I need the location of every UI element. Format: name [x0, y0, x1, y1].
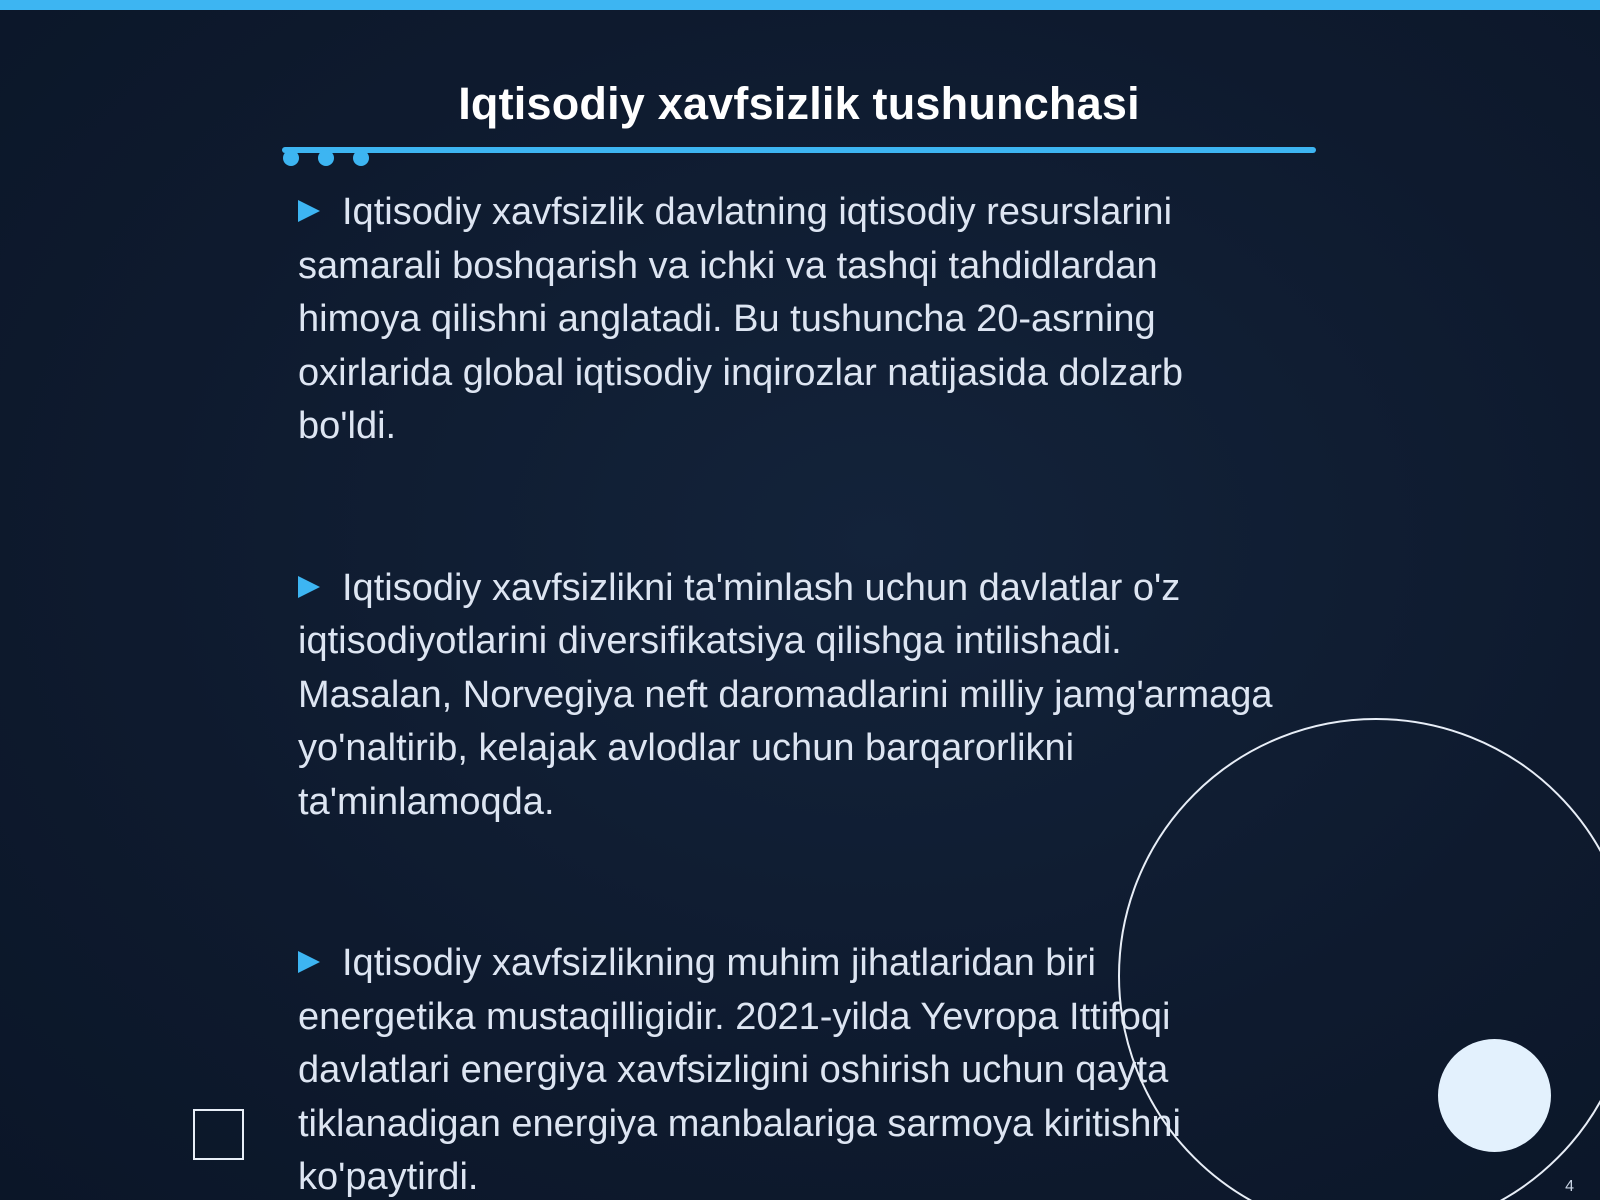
slide-title: Iqtisodiy xavfsizlik tushunchasi [458, 78, 1140, 129]
bullet-text: Iqtisodiy xavfsizlik davlatning iqtisodiy resurslarini samarali boshqarish va ichki va tashqi tahdidlardan himoya qilishni anglatadi. Bu tushuncha 20-asrning oxirlarida global iqtisodiy inqirozlar natijasida dolzarb bo'ldi. [298, 191, 1184, 447]
decorative-circle-filled [1438, 1039, 1551, 1152]
bullet-item [298, 186, 1278, 454]
decorative-dot [283, 150, 299, 166]
bullet-text: Iqtisodiy xavfsizlikni ta'minlash uchun davlatlar o'z iqtisodiyotlarini diversifikatsiya qilishga intilishadi. Masalan, Norvegiya neft daromadlarini milliy jamg'armaga yo'naltirib, kelajak avlodlar uchun barqarorlikni ta'minlamoqda. [298, 566, 1273, 823]
decorative-dot [353, 150, 369, 166]
decorative-dot [318, 150, 334, 166]
page-number: 4 [1565, 1178, 1574, 1195]
triangle-right-icon [298, 951, 320, 973]
bullet-text: Iqtisodiy xavfsizlikning muhim jihatlaridan biri energetika mustaqilligidir. 2021-yilda Yevropa Ittifoqi davlatlari energiya xavfsizligini oshirish uchun qayta tiklanadigan energiya manbalariga sarmoya kiritishni ko'paytirdi. [298, 942, 1181, 1198]
bullet-item [298, 562, 1278, 830]
title-underline [282, 147, 1316, 153]
triangle-right-icon [298, 200, 320, 222]
decorative-square-outline [193, 1109, 244, 1160]
top-accent-bar [0, 0, 1600, 10]
triangle-right-icon [298, 576, 320, 598]
